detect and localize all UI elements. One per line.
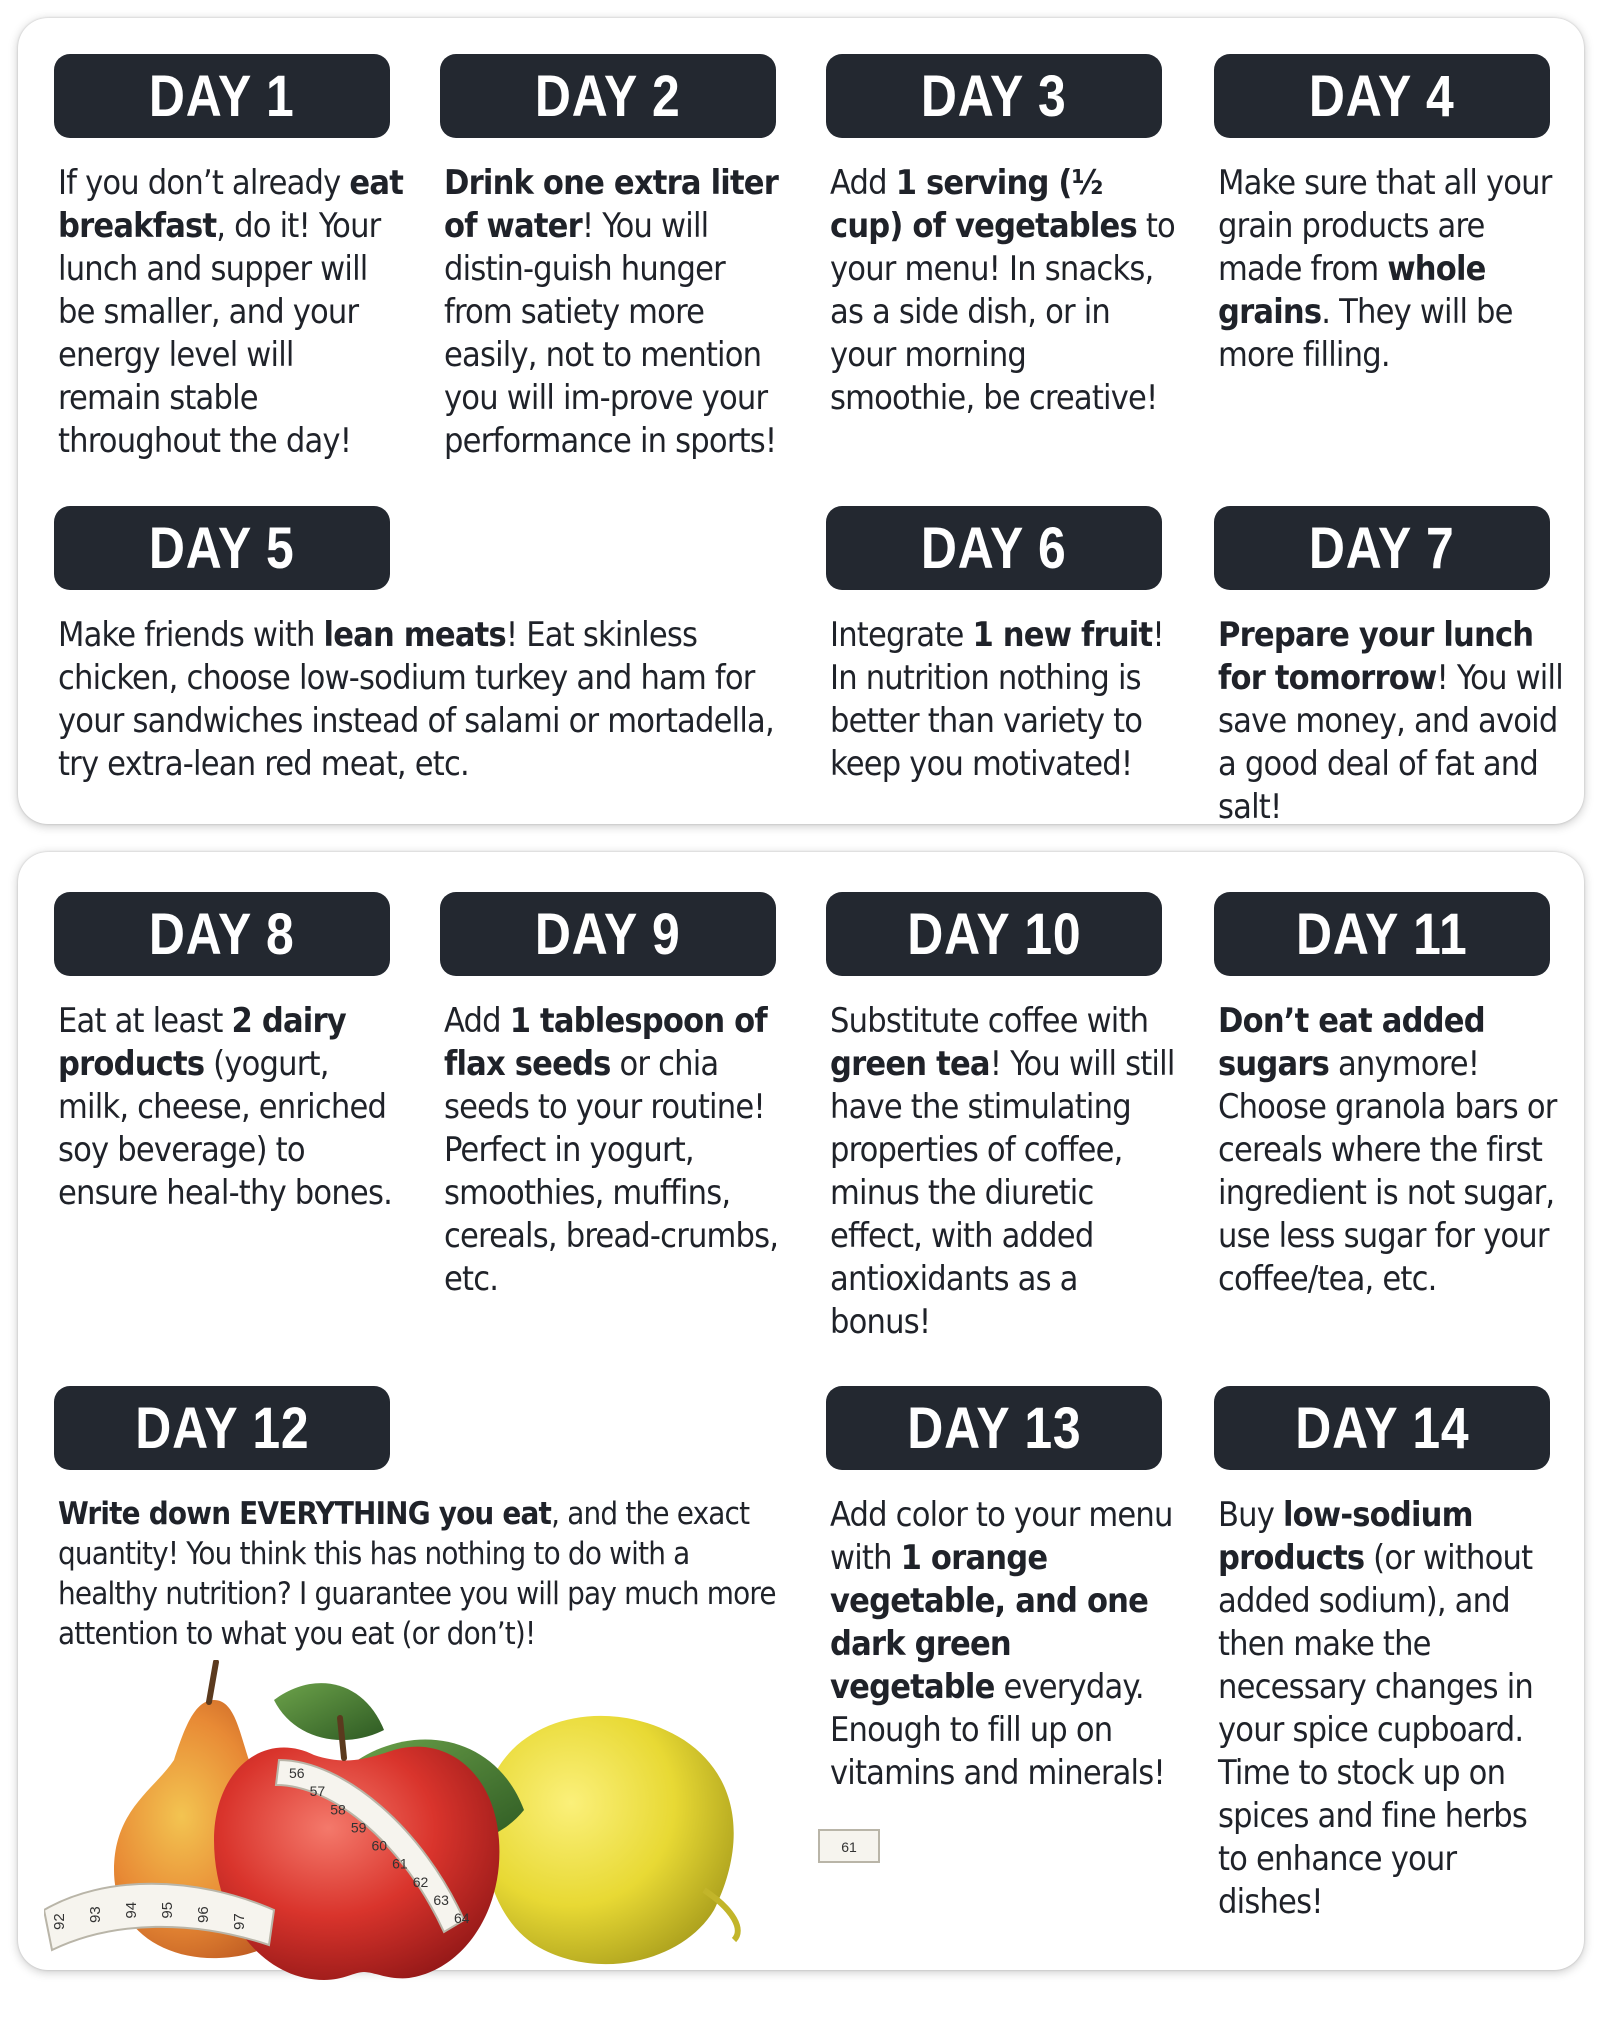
highlight-text: Drink one extra liter of water xyxy=(444,163,779,246)
tape-number: 57 xyxy=(309,1783,326,1800)
highlight-text: Don’t eat added sugars xyxy=(1218,1001,1485,1084)
highlight-text: 1 orange vegetable, and one dark green vegetable xyxy=(830,1538,1149,1707)
day-3-card xyxy=(826,54,1176,420)
day-12-header: DAY 12 xyxy=(54,1386,390,1470)
day-10-header: DAY 10 xyxy=(826,892,1162,976)
day-14-card xyxy=(1214,1386,1564,1924)
tape-number: 58 xyxy=(330,1801,346,1818)
day-4-text xyxy=(1214,162,1564,377)
highlight-text: low-sodium products xyxy=(1218,1495,1473,1578)
body-segment: (or without added sodium), and then make the necessary changes in your spice cupboard. Time to stock up on spices and fine herbs to enhance your dishes! xyxy=(1218,1538,1533,1922)
day-4-card xyxy=(1214,54,1564,377)
tape-number: 92 xyxy=(51,1913,68,1930)
highlight-text: Prepare your lunch for tomorrow xyxy=(1218,615,1534,698)
tape-number: 97 xyxy=(231,1913,248,1930)
body-segment: to your menu! In snacks, as a side dish, or in your morning smoothie, be creative! xyxy=(830,206,1175,418)
day-3-text xyxy=(826,162,1176,420)
body-segment: Eat at least xyxy=(58,1001,232,1041)
body-segment: ! You will distin-guish hunger from satiety more easily, not to mention you will im-prove your performance in sports! xyxy=(444,206,777,461)
tape-number: 64 xyxy=(454,1910,470,1926)
body-segment: or chia seeds to your routine! Perfect in yogurt, smoothies, muffins, cereals, bread-crumbs, etc. xyxy=(444,1044,779,1299)
fruit-measuring-tape-illustration xyxy=(44,1660,884,1990)
body-segment: Make friends with xyxy=(58,615,324,655)
body-segment: everyday. Enough to fill up on vitamins and minerals! xyxy=(830,1667,1165,1793)
day-7-text xyxy=(1214,614,1564,829)
tape-number: 56 xyxy=(289,1765,305,1781)
body-segment: If you don’t already xyxy=(58,163,350,203)
body-segment: Add color to your menu with xyxy=(830,1495,1173,1578)
day-11-card xyxy=(1214,892,1564,1301)
day-12-card xyxy=(54,1386,794,1654)
body-segment: anymore! Choose granola bars or cereals where the first ingredient is not sugar, use less sugar for your coffee/tea, etc. xyxy=(1218,1044,1557,1299)
tape-number: 61 xyxy=(841,1839,857,1855)
day-1-text xyxy=(54,162,404,463)
tape-number: 96 xyxy=(195,1906,212,1923)
body-segment: Buy xyxy=(1218,1495,1283,1535)
day-8-text xyxy=(54,1000,404,1215)
day-8-header: DAY 8 xyxy=(54,892,390,976)
day-7-header: DAY 7 xyxy=(1214,506,1550,590)
tape-number: 93 xyxy=(87,1906,104,1923)
highlight-text: green tea xyxy=(830,1044,990,1084)
body-segment: , and the exact quantity! You think this has nothing to do with a healthy nutrition? I guarantee you will pay much more attention to what you eat (or don’t)! xyxy=(58,1496,776,1652)
tape-number: 62 xyxy=(412,1873,429,1890)
highlight-text: 1 tablespoon of flax seeds xyxy=(444,1001,767,1084)
day-14-header: DAY 14 xyxy=(1214,1386,1550,1470)
day-2-card xyxy=(440,54,790,463)
body-segment: Add xyxy=(830,163,896,203)
day-10-text xyxy=(826,1000,1176,1344)
day-6-header: DAY 6 xyxy=(826,506,1162,590)
day-13-header: DAY 13 xyxy=(826,1386,1162,1470)
highlight-text: 2 dairy products xyxy=(58,1001,346,1084)
highlight-text: Write down EVERYTHING you eat xyxy=(58,1496,552,1532)
body-segment: (yogurt, milk, cheese, enriched soy beverage) to ensure heal-thy bones. xyxy=(58,1044,392,1213)
day-12-text xyxy=(54,1494,794,1654)
body-segment: ! You will still have the stimulating properties of coffee, minus the diuretic effect, with added antioxidants as a bonus! xyxy=(830,1044,1175,1342)
day-11-text xyxy=(1214,1000,1564,1301)
body-segment: Integrate xyxy=(830,615,973,655)
highlight-text: lean meats xyxy=(323,615,506,655)
day-9-header: DAY 9 xyxy=(440,892,776,976)
measuring-tape-right xyxy=(819,1830,879,1862)
highlight-text: whole grains xyxy=(1218,249,1486,332)
day-7-card xyxy=(1214,506,1564,829)
highlight-text: 1 new fruit xyxy=(972,615,1153,655)
tape-number: 61 xyxy=(392,1855,408,1872)
body-segment: ! In nutrition nothing is better than variety to keep you motivated! xyxy=(830,615,1164,784)
highlight-text: eat breakfast xyxy=(58,163,404,246)
tape-number: 59 xyxy=(350,1819,367,1836)
day-1-header: DAY 1 xyxy=(54,54,390,138)
body-segment: Add xyxy=(444,1001,510,1041)
day-6-card xyxy=(826,506,1176,786)
body-segment: ! Eat skinless chicken, choose low-sodium turkey and ham for your sandwiches instead of salami or mortadella, try extra-lean red meat, etc. xyxy=(58,615,774,784)
body-segment: , do it! Your lunch and supper will be smaller, and your energy level will remain stable throughout the day! xyxy=(58,206,381,461)
body-segment: ! You will save money, and avoid a good deal of fat and salt! xyxy=(1218,658,1563,827)
day-2-text xyxy=(440,162,790,463)
day-9-text xyxy=(440,1000,790,1301)
tape-number: 95 xyxy=(159,1901,176,1919)
day-5-header: DAY 5 xyxy=(54,506,390,590)
day-10-card xyxy=(826,892,1176,1344)
day-5-text xyxy=(54,614,794,786)
tape-number: 63 xyxy=(433,1891,449,1908)
day-1-card xyxy=(54,54,404,463)
day-5-card xyxy=(54,506,794,786)
highlight-text: 1 serving (½ cup) of vegetables xyxy=(830,163,1137,246)
tape-number: 94 xyxy=(123,1901,140,1919)
day-6-text xyxy=(826,614,1176,786)
day-3-header: DAY 3 xyxy=(826,54,1162,138)
body-segment: . They will be more filling. xyxy=(1218,292,1513,375)
day-9-card xyxy=(440,892,790,1301)
day-4-header: DAY 4 xyxy=(1214,54,1550,138)
tape-number: 60 xyxy=(371,1837,388,1854)
lemon-icon xyxy=(483,1716,738,1964)
apple-leaf-icon xyxy=(274,1683,384,1740)
body-segment: Make sure that all your grain products are made from xyxy=(1218,163,1552,289)
day-8-card xyxy=(54,892,404,1215)
day-14-text xyxy=(1214,1494,1564,1924)
day-11-header: DAY 11 xyxy=(1214,892,1550,976)
day-2-header: DAY 2 xyxy=(440,54,776,138)
body-segment: Substitute coffee with xyxy=(830,1001,1149,1041)
